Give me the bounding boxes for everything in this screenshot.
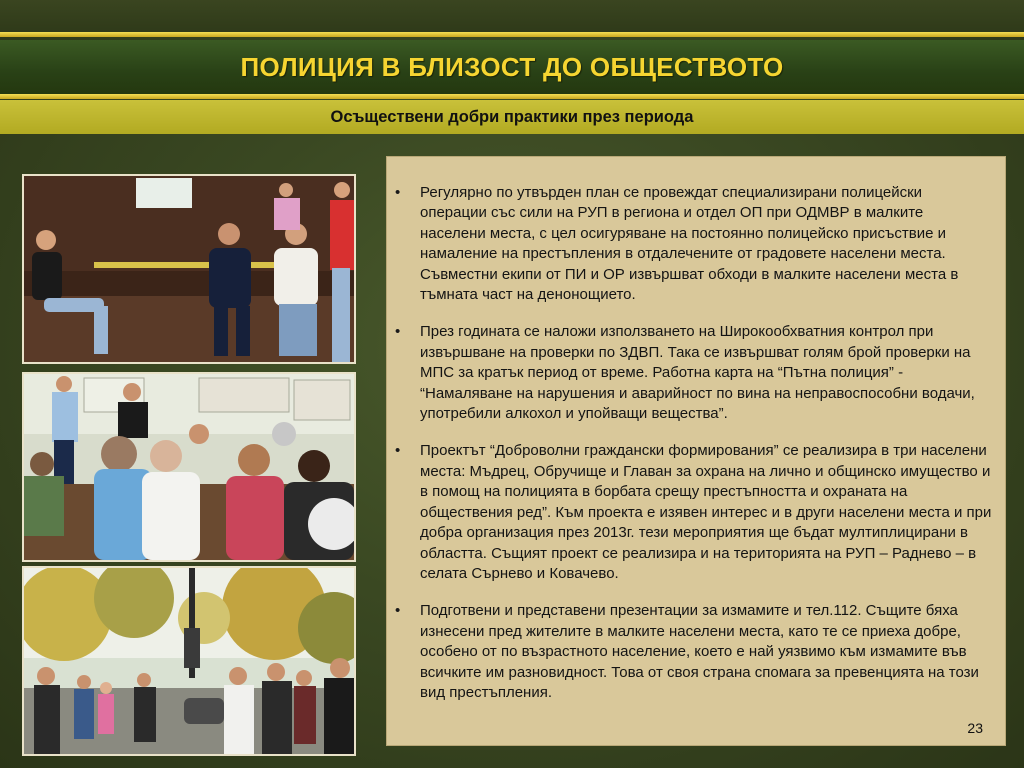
bullet-text: През годината се наложи използването на Широкообхватния контрол при извършване на проверки по ЗДВП. Така се извършват голям брой проверки на МПС за кратък период от време. Работна карта на “Пътна полиция” - “Намаляване на нарушения и аварийност по вина на неправоспособни водачи, употребили алкохол и упойващи вещества”. (420, 323, 975, 423)
bullet-icon: • (395, 323, 401, 341)
bullet-text: Регулярно по утвърден план се провеждат специализирани полицейски операции със сили на РУП в региона и отдел ОП при ОДМВР в малките населени места, с цел осигуряване на постоянно полицейско присъствие и намаление на престъпления в отдалечените от градовете населени места. Съвместни екипи от ПИ и ОР извършват обходи в малките населени места в тъмната част на денонощието. (420, 184, 959, 304)
bullet-item (395, 441, 992, 584)
bullet-item (395, 322, 992, 424)
bullet-icon: • (395, 184, 401, 201)
photo-park (22, 566, 356, 756)
bullet-icon: • (395, 442, 401, 460)
slide-title: ПОЛИЦИЯ В БЛИЗОСТ ДО ОБЩЕСТВОТО (240, 51, 784, 82)
bullet-icon: • (395, 602, 401, 620)
bullet-text: Проектът “Доброволни граждански формирования” се реализира в три населени места: Мъдрец, Обручище и Главан за охрана на лично и общинско имущество и в помощ на полицията в борбата срещу престъпността и охраната на обществения ред”. Към проекта е изявен интерес и в други населени места и при добра организация през 2013г. тези мероприятия ще бъдат мултиплицирани в областта. Същият проект се реализира и на територията на РУП – Раднево – в селата Сърнево и Ковачево. (420, 442, 992, 582)
top-band (0, 0, 1024, 32)
meeting-photo-icon (24, 176, 354, 362)
bullet-text: Подготвени и представени презентации за измамите и тел.112. Същите бяха изнесени пред жителите в малките населени места, като те се приеха добре, особено от по възрастното население, което е най уязвимо към измамите във всичките им разновидност. Това от своя страна спомага за превенцията на този вид престъпления. (420, 602, 979, 701)
slide-subtitle: Осъществени добри практики през периода (330, 107, 694, 126)
bullet-list (395, 183, 992, 720)
bullet-item (395, 601, 992, 703)
bullet-item (395, 183, 992, 305)
page-number: 23 (967, 720, 983, 736)
photo-audience (22, 372, 356, 562)
gold-line-bottom (0, 94, 1024, 99)
gold-line-top (0, 32, 1024, 37)
park-crowd-photo-icon (24, 568, 354, 754)
photo-meeting (22, 174, 356, 364)
title-bar (0, 40, 1024, 94)
text-panel (386, 156, 1006, 746)
audience-photo-icon (24, 374, 354, 560)
subtitle-bar (0, 100, 1024, 134)
